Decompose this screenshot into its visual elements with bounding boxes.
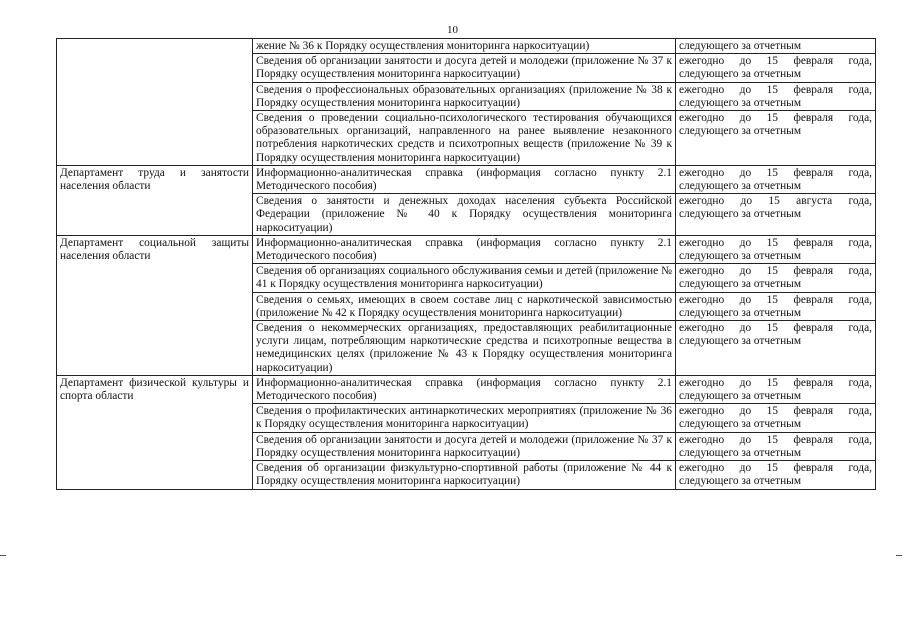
table-row [57, 39, 876, 54]
department-cell [57, 39, 253, 166]
period-cell: ежегодно до 15 февраля года, следующего за отчетным [676, 264, 876, 292]
period-cell: ежегодно до 15 февраля года, следующего за отчетным [676, 54, 876, 82]
monitoring-table [56, 38, 876, 490]
period-cell: ежегодно до 15 августа года, следующего за отчетным [676, 194, 876, 236]
period-cell: ежегодно до 15 февраля года, следующего за отчетным [676, 292, 876, 320]
department-cell: Департамент физической культуры и спорта области [57, 375, 253, 489]
period-cell: ежегодно до 15 февраля года, следующего за отчетным [676, 82, 876, 110]
department-cell: Департамент труда и занятости населения области [57, 165, 253, 235]
period-cell: следующего за отчетным [676, 39, 876, 54]
period-cell: ежегодно до 15 февраля года, следующего за отчетным [676, 321, 876, 376]
info-cell: Информационно-аналитическая справка (информация согласно пункту 2.1 Методического пособия) [253, 165, 676, 193]
info-cell: Сведения о некоммерческих организациях, предоставляющих реабилитационные услуги лицам, потребляющим наркотические средства и психотропные вещества в немедицинских целях (приложение № 43 к Порядку осуществления мониторинга наркоситуации) [253, 321, 676, 376]
info-cell: Сведения о занятости и денежных доходах населения субъекта Российской Федерации (приложение № 40 к Порядку осуществления мониторинга наркоситуации) [253, 194, 676, 236]
info-cell: жение № 36 к Порядку осуществления мониторинга наркоситуации) [253, 39, 676, 54]
period-cell: ежегодно до 15 февраля года, следующего за отчетным [676, 235, 876, 263]
period-cell: ежегодно до 15 февраля года, следующего за отчетным [676, 111, 876, 166]
info-cell: Сведения об организации занятости и досуга детей и молодежи (приложение № 37 к Порядку осуществления мониторинга наркоситуации) [253, 432, 676, 460]
department-cell: Департамент социальной защиты населения области [57, 235, 253, 375]
period-cell: ежегодно до 15 февраля года, следующего за отчетным [676, 404, 876, 432]
period-cell: ежегодно до 15 февраля года, следующего за отчетным [676, 375, 876, 403]
info-cell: Информационно-аналитическая справка (информация согласно пункту 2.1 Методического пособия) [253, 235, 676, 263]
table-row [57, 165, 876, 193]
info-cell: Информационно-аналитическая справка (информация согласно пункту 2.1 Методического пособия) [253, 375, 676, 403]
period-cell: ежегодно до 15 февраля года, следующего за отчетным [676, 432, 876, 460]
info-cell: Сведения об организации физкультурно-спортивной работы (приложение № 44 к Порядку осуществления мониторинга наркоситуации) [253, 461, 676, 489]
period-cell: ежегодно до 15 февраля года, следующего за отчетным [676, 461, 876, 489]
table-row [57, 375, 876, 403]
info-cell: Сведения о профилактических антинаркотических мероприятиях (приложение № 36 к Порядку осуществления мониторинга наркоситуации) [253, 404, 676, 432]
info-cell: Сведения о профессиональных образовательных организациях (приложение № 38 к Порядку осуществления мониторинга наркоситуации) [253, 82, 676, 110]
period-cell: ежегодно до 15 февраля года, следующего за отчетным [676, 165, 876, 193]
table-row [57, 235, 876, 263]
scan-edge-mark [896, 555, 902, 556]
page-number: 10 [447, 24, 458, 36]
info-cell: Сведения об организациях социального обслуживания семьи и детей (приложение № 41 к Порядку осуществления мониторинга наркоситуации) [253, 264, 676, 292]
info-cell: Сведения о семьях, имеющих в своем составе лиц с наркотической зависимостью (приложение № 42 к Порядку осуществления мониторинга наркоситуации) [253, 292, 676, 320]
info-cell: Сведения о проведении социально-психологического тестирования обучающихся образовательных организаций, направленного на ранее выявление незаконного потребления наркотических средств и психотропных веществ (приложение № 39 к Порядку осуществления мониторинга наркоситуации) [253, 111, 676, 166]
info-cell: Сведения об организации занятости и досуга детей и молодежи (приложение № 37 к Порядку осуществления мониторинга наркоситуации) [253, 54, 676, 82]
scan-edge-mark [0, 555, 6, 556]
